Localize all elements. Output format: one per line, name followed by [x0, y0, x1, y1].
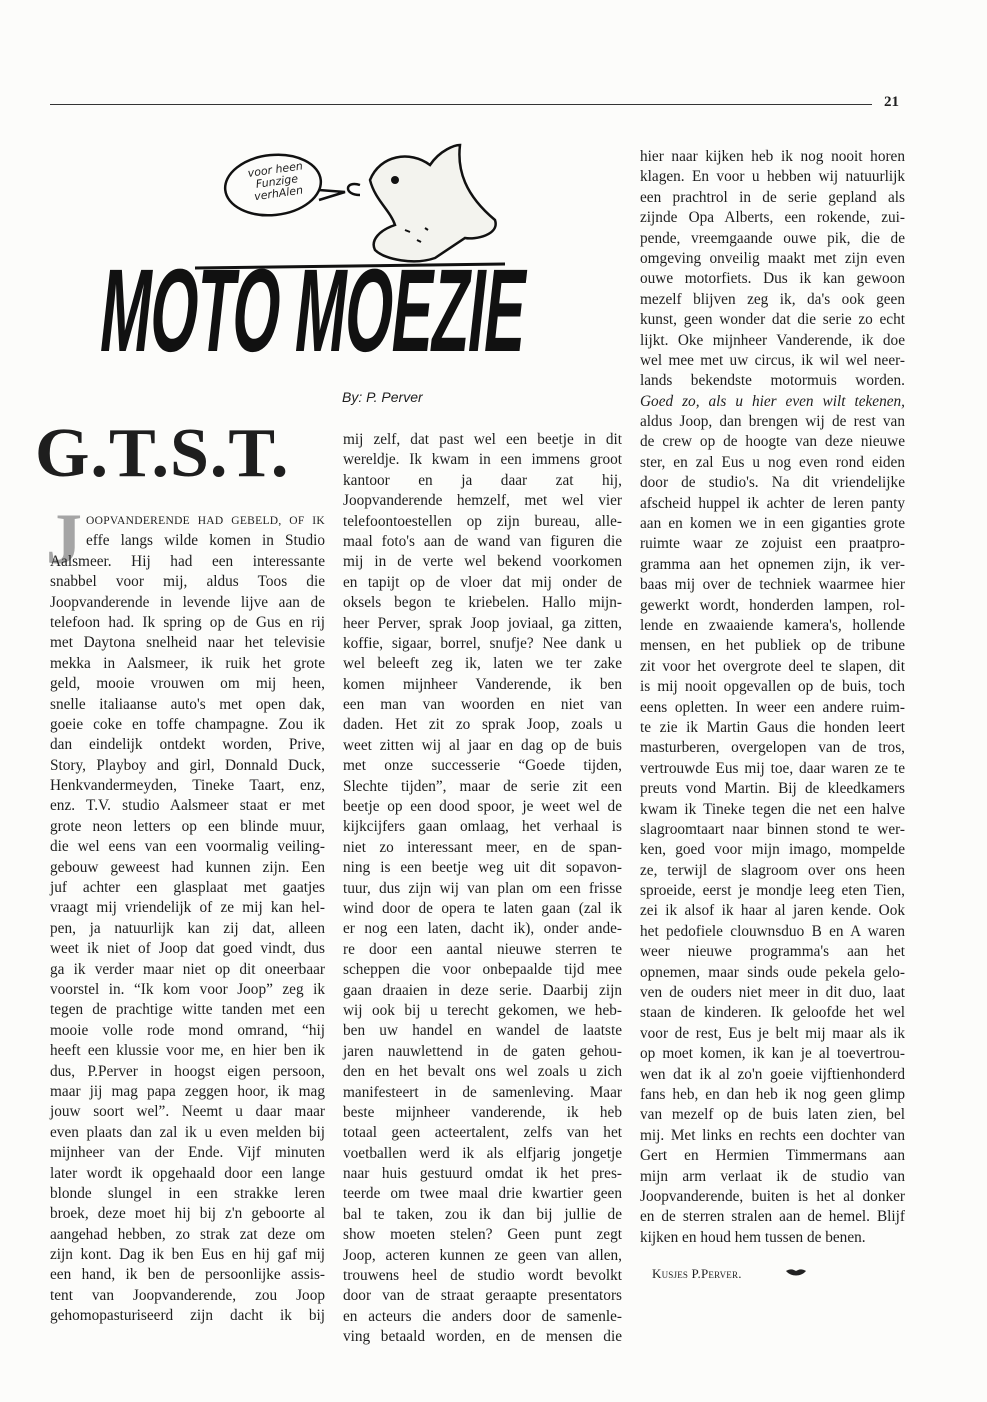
text-line: Gert en Hermien Timmermans aan — [640, 1147, 905, 1165]
text-line: gebouw geweest had kunnen zijn. Een — [50, 858, 325, 876]
text-line: mezelf blijven zeg ik, da's ook geen — [640, 290, 905, 308]
text-line: staan de kinderen. Ik geloofde het wel — [640, 1004, 905, 1022]
text-line: tent van Joopvanderende, zou Joop — [50, 1286, 325, 1304]
text-line: door de studio's. Na dit vriendelijke — [640, 474, 905, 492]
text-line: Joopvanderende in levende lijve aan de — [50, 593, 325, 611]
text-line: Story, Playboy and girl, Donnald Duck, — [50, 756, 325, 774]
text-line: mensen, en het publiek op de tribune — [640, 637, 905, 655]
text-line: het pedofiele clouwnsduo B en A waren — [640, 922, 905, 940]
text-line: lende en zwaaiende kamera's, hollende — [640, 616, 905, 634]
text-line: fans heb, en dan heb ik nog geen glimp — [640, 1085, 905, 1103]
text-line: preuts vond Martin. Bij de kleedkamers — [640, 780, 905, 798]
text-line: mekka in Aalsmeer, ik ruik het grote — [50, 654, 325, 672]
text-line: en de sterren stralen aan de hemel. Blijf — [640, 1208, 905, 1226]
text-line: goeie coke en toffe champagne. Zou ik — [50, 715, 325, 733]
text-line: juf achter een glasplaat met gaatjes — [50, 879, 325, 897]
text-line: even plaats dan zal ik u even melden bij — [50, 1123, 325, 1141]
text-line: totaal geen acteertalent, zelfs van het — [343, 1124, 622, 1142]
text-line: wind door de opera te laten gaan (zal ik — [343, 899, 622, 917]
text-line: mij in de verte wel bekend voorkomen — [343, 553, 622, 571]
text-line: slagroomtaart naar binnen stond te wer- — [640, 820, 905, 838]
text-line: ben uw handel en wandel de laatste — [343, 1022, 622, 1040]
signature: Kusjes P.Perver. — [652, 1266, 742, 1281]
byline: By: P. Perver — [342, 389, 423, 405]
text-line: scheppen die voor onbepaalde tijd mee — [343, 961, 622, 979]
text-line: ning is een beetje weg uit dit sopavon- — [343, 859, 622, 877]
text-line: dan eindelijk ontdekt worden, Prive, — [50, 736, 325, 754]
text-line: weer nieuwe programma's aan het — [640, 943, 905, 961]
text-line: zijn kont. Dag ik ben Eus en hij gaf mij — [50, 1246, 325, 1264]
text-line: afscheid huppel ik achter de leren panty — [640, 494, 905, 512]
text-line: telefoontoestellen op zijn bureau, alle- — [343, 512, 622, 530]
text-line: mooie volle rode mond omrand, “hij — [50, 1021, 325, 1039]
text-line: zit voor het overgrote deel te slapen, dit — [640, 657, 905, 675]
text-line: op moet komen, ik kan je al toevertrou- — [640, 1045, 905, 1063]
text-line: de crew op de hoogte van deze nieuwe — [640, 433, 905, 451]
text-line: gehomopasturiseerd zijn dacht ik bij — [50, 1307, 325, 1325]
text-line: die wel eens van een voormalig veiling- — [50, 838, 325, 856]
text-line: beste mijnheer vanderende, ik heb — [343, 1103, 622, 1121]
article-title: MOTO MOEZIE — [94, 245, 533, 377]
text-line: re door een aantal nieuwe sterren te — [343, 940, 622, 958]
text-line: Goed zo, als u hier even wilt tekenen, — [640, 392, 905, 410]
text-line: daden. Het zit zo sprak Joop, zoals u — [343, 716, 622, 734]
text-line: te zie ik Martin Gaus die honden leert — [640, 718, 905, 736]
text-line: klagen. En voor u hebben wij natuurlijk — [640, 168, 905, 186]
text-line: tegen de prachtige witte tanden met een — [50, 1001, 325, 1019]
text-line: een prachtrol in de serie gepland als — [640, 188, 905, 206]
text-line: maal foto's aan de wand van figuren die — [343, 532, 622, 550]
text-line: opnemen, maar sinds oude pekela gelo- — [640, 963, 905, 981]
text-line: voor de rest, Eus je belt mij maar als ik — [640, 1024, 905, 1042]
text-line: vertrouwde Eus mij toe, daar waren ze te — [640, 759, 905, 777]
text-line: grote neon letters op een blinde muur, — [50, 817, 325, 835]
text-line: ze, terwijl de slagroom over ons heen — [640, 861, 905, 879]
text-line: zei ik alsof ik haar al jaren kende. Ook — [640, 902, 905, 920]
text-line: effe langs wilde komen in Studio — [86, 532, 325, 550]
lips-icon — [785, 1268, 807, 1278]
text-line: weet ik niet of Joop dat goed vindt, dus — [50, 940, 325, 958]
text-line: omgeving onveilig maakt met zijn even — [640, 249, 905, 267]
text-line: Henkvandermeyden, Tineke Taart, enz, — [50, 777, 325, 795]
text-line: kijkcijfers gaan omlaag, het verhaal is — [343, 818, 622, 836]
text-line: OOPVANDERENDE HAD GEBELD, OF IK — [86, 515, 325, 527]
text-line: broek, deze moet hij bij z'n geboorte al — [50, 1205, 325, 1223]
text-line: gaan draaien in deze serie. Daarbij zijn — [343, 981, 622, 999]
speech-bubble-text: voor heen Funzige verhAlen — [246, 159, 304, 204]
text-column-2 — [343, 430, 622, 1348]
text-line: hier naar kijken heb ik nog nooit horen — [640, 148, 905, 165]
text-line: aldus Joop, dan brengen wij de rest van — [640, 413, 905, 431]
text-line: telefoon had. Ik spring op de Gus en rij — [50, 613, 325, 631]
text-line: er nog een laten, dacht ik), onder ande- — [343, 920, 622, 938]
page-number: 21 — [884, 94, 899, 110]
text-line: jouw soort wel”. Neemt u daar maar — [50, 1103, 325, 1121]
text-column-1 — [50, 511, 325, 1327]
text-line: een hand, ik ben de persoonlijke assis- — [50, 1266, 325, 1284]
text-line: Joopvanderende, buiten is het al donker — [640, 1187, 905, 1205]
text-line: mijnheer van der Ende. Vijf minuten — [50, 1144, 325, 1162]
text-line: dus, P.Perver in hoogst eigen persoon, — [50, 1062, 325, 1080]
drop-cap: J — [46, 499, 82, 579]
text-line: met Daytona snelheid naar het televisie — [50, 634, 325, 652]
text-line: mij. Met links en rechts een dochter van — [640, 1126, 905, 1144]
text-line: van mezelf op de buis laten zien, bel — [640, 1106, 905, 1124]
text-line: ken, goed voor mijn imago, mompelde — [640, 841, 905, 859]
text-line: lijkt. Oke mijnheer Vanderende, ik doe — [640, 331, 905, 349]
text-line: ven de ouders niet meer in dit duo, laat — [640, 984, 905, 1002]
text-line: ving betaald worden, en de mensen die — [343, 1328, 622, 1346]
text-line: teerde om twee maal drie kwartier geen — [343, 1185, 622, 1203]
text-line: enz. T.V. studio Aalsmeer staat er met — [50, 797, 325, 815]
text-line: een man van woorden en niet van — [343, 696, 622, 714]
text-line: maar jij mag papa zeggen hoor, ik mag — [50, 1082, 325, 1100]
text-line: wel mee met uw circus, ik wil wel neer- — [640, 351, 905, 369]
text-line: vraagt mij vriendelijk of ze mij kan hel- — [50, 899, 325, 917]
text-line: heer Perver, sprak Joop joviaal, ga zitten, — [343, 614, 622, 632]
text-line: masturberen, overgelopen van de tros, — [640, 739, 905, 757]
text-line: aan en komen we in een giganties grote — [640, 515, 905, 533]
text-line: pen, ja natuurlijk kan zij dat, alleen — [50, 919, 325, 937]
text-line: wen dat ik al zo'n goeie vijftienhonderd — [640, 1065, 905, 1083]
text-line: mijn arm verlaat ik de studio van — [640, 1167, 905, 1185]
header-rule — [50, 104, 872, 105]
text-line: lands bekendste motormuis worden. — [640, 372, 905, 390]
text-line: wereldje. Ik kwam in een immens groot — [343, 451, 622, 469]
text-line: Aalsmeer. Hij had een interessante — [50, 552, 325, 570]
text-line: wel beleeft zeg ik, laten we ter zake — [343, 655, 622, 673]
text-line: niet zo interessant meer, en de span- — [343, 838, 622, 856]
text-line: ster, en zal Eus u nog even rond eiden — [640, 453, 905, 471]
text-line: snelle italiaanse auto's met open dak, — [50, 695, 325, 713]
text-line: geld, mooie vrouwen om mij heen, — [50, 675, 325, 693]
text-line: blonde slungel in een strakke leren — [50, 1184, 325, 1202]
text-line: snabbel voor mij, aldus Toos die — [50, 573, 325, 591]
text-line: gramma aan het opnemen zijn, ik ver- — [640, 555, 905, 573]
text-line: bal te taken, zou ik dan bij jullie de — [343, 1205, 622, 1223]
text-line: zijnde Opa Alberts, een rokende, zui- — [640, 209, 905, 227]
text-line: pende, vreemgaande ouwe pik, die de — [640, 229, 905, 247]
text-line: den en het bevalt ons wel zoals u zich — [343, 1063, 622, 1081]
text-line: ga ik verder maar niet op dit oneerbaar — [50, 960, 325, 978]
text-line: tuur, dus zijn wij van plan om een frisse — [343, 879, 622, 897]
text-line: komen mijnheer Vanderende, ik ben — [343, 675, 622, 693]
text-line: kantoor en ja daar zat hij, — [343, 471, 622, 489]
text-line: Joopvanderende hemzelf, met wel vier — [343, 492, 622, 510]
article-subtitle: G.T.S.T. — [35, 415, 290, 492]
text-line: eens opletten. In weer een andere ruim- — [640, 698, 905, 716]
text-line: ouwe motorfiets. Dus ik kan gewoon — [640, 270, 905, 288]
text-line: kwam ik Tineke tegen die net een halve — [640, 800, 905, 818]
text-line: oksels begon te kriebelen. Hallo mijn- — [343, 594, 622, 612]
text-line: door van de straat geraapte presentators — [343, 1287, 622, 1305]
text-column-3 — [640, 147, 905, 1248]
text-line: Joop, acteren kunnen ze geen van allen, — [343, 1246, 622, 1264]
text-line: koffie, sigaar, borrel, snufje? Nee dank u — [343, 634, 622, 652]
text-line: gewerkt wordt, honderden lampen, rol- — [640, 596, 905, 614]
text-line: is mij nooit opgevallen op de buis, toch — [640, 678, 905, 696]
text-line: aangehad hebben, zo strak zat deze om — [50, 1225, 325, 1243]
text-line: met onze successerie “Goede tijden, — [343, 757, 622, 775]
text-line: baas mij over de techniek waarmee hier — [640, 576, 905, 594]
text-line: voorstel in. “Ik kom voor Joop” zeg ik — [50, 980, 325, 998]
text-line: en acteurs die anders door de samenle- — [343, 1307, 622, 1325]
text-line: Slechte tijden”, maar de serie zit een — [343, 777, 622, 795]
text-line: show moeten stelen? Geen punt zegt — [343, 1226, 622, 1244]
text-line: heeft een klussie voor me, en hier ben ik — [50, 1042, 325, 1060]
text-line: trouwens heel de studio wordt bevolkt — [343, 1267, 622, 1285]
text-line: en tapijt op de vloer dat mij onder de — [343, 573, 622, 591]
text-line: jaren nauwlettend in de gaten gehou- — [343, 1042, 622, 1060]
text-line: kijken en houd hem tussen de benen. — [640, 1228, 866, 1246]
text-line: sproeide, eerst je mondje leeg eten Tien, — [640, 882, 905, 900]
text-line: ruimte waar ze zojuist een praatpro- — [640, 535, 905, 553]
text-line: mij zelf, dat past wel een beetje in dit — [343, 431, 622, 448]
text-line: voetballen werd ik als elfjarig jongetje — [343, 1144, 622, 1162]
text-line: naar huis gestuurd omdat ik het pres- — [343, 1165, 622, 1183]
text-line: later wordt ik opgehaald door een lange — [50, 1164, 325, 1182]
text-line: kunst, geen wonder dat die serie zo echt — [640, 311, 905, 329]
text-line: wij ook bij u terecht gekomen, we heb- — [343, 1001, 622, 1019]
text-line: manifesteert in de samenleving. Maar — [343, 1083, 622, 1101]
text-line: weet zitten wij al jaar en dag op de buis — [343, 736, 622, 754]
text-line: beetje op een dood spoor, je weet wel de — [343, 798, 622, 816]
